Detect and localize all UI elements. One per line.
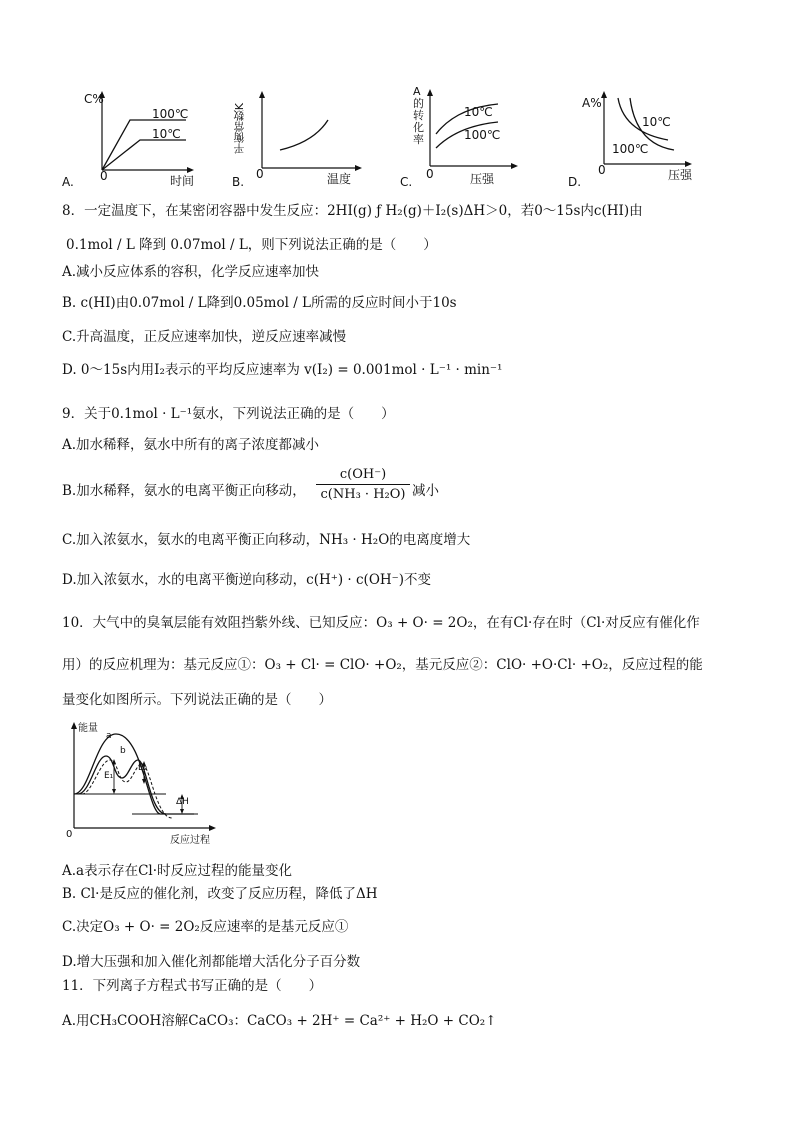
energy-ylabel: 能量: [78, 723, 98, 734]
energy-curve-a-label: a: [106, 731, 112, 741]
q9-option-c: C.加入浓氨水，氨水的电离平衡正向移动，NH₃ · H₂O的电离度增大: [62, 532, 471, 548]
graph-b-ylabel: 平衡常数K: [233, 103, 246, 155]
graph-c-curve2-label: 100℃: [464, 128, 501, 142]
graph-a-origin: 0: [100, 169, 108, 183]
graph-d-curve2-label: 100℃: [612, 142, 649, 156]
q10-option-a: A.a表示存在Cl·时反应过程的能量变化: [62, 863, 293, 879]
q9-fraction-denominator: c(NH₃ · H₂O): [320, 487, 406, 502]
energy-dh-label: ΔH: [176, 797, 189, 807]
q8-option-d: D. 0～15s内用I₂表示的平均反应速率为 v(I₂) = 0.001mol · L⁻¹ · min⁻¹: [62, 362, 503, 378]
q8-option-c: C.升高温度，正反应速率加快，逆反应速率减慢: [62, 329, 347, 345]
energy-e1-label: E₁: [104, 771, 114, 781]
q10-option-b: B. Cl·是反应的催化剂，改变了反应历程，降低了ΔH: [62, 886, 378, 902]
q9-option-b-text: B.加水稀释，氨水的电离平衡正向移动，: [62, 483, 306, 499]
q9-option-d: D.加入浓氨水，水的电离平衡逆向移动，c(H⁺) · c(OH⁻)不变: [62, 572, 432, 588]
graph-b-origin: 0: [256, 167, 264, 181]
graph-c-letter: C.: [400, 175, 413, 189]
q11-stem: 11．下列离子方程式书写正确的是（ ）: [62, 978, 323, 994]
q9-fraction-numerator: c(OH⁻): [339, 467, 387, 482]
graph-b-xlabel: 温度: [327, 172, 352, 186]
q9-option-a: A.加水稀释，氨水中所有的离子浓度都减小: [62, 437, 320, 453]
graph-a-letter: A.: [62, 175, 74, 189]
q9-option-b-fraction: [316, 466, 410, 503]
q10-stem-line2: 用）的反应机理为：基元反应①：O₃ + Cl· = ClO· +O₂，基元反应②：ClO· +O·Cl· +O₂，反应过程的能: [62, 657, 703, 673]
q9-option-b-suffix: 减小: [412, 483, 439, 499]
q10-stem-line3: 量变化如图所示。下列说法正确的是（ ）: [62, 692, 332, 708]
graph-a-ylabel: C%: [84, 92, 104, 106]
graph-c-origin: 0: [426, 167, 434, 181]
graph-d-origin: 0: [598, 163, 606, 177]
graph-c-xlabel: 压强: [470, 172, 495, 186]
energy-xlabel: 反应过程: [170, 835, 210, 846]
energy-diagram: [62, 716, 222, 846]
graph-c-ylabel: A的转化率: [413, 85, 424, 146]
q8-option-b: B. c(HI)由0.07mol / L降到0.05mol / L所需的反应时间小于10s: [62, 295, 457, 311]
graph-d-xlabel: 压强: [668, 168, 693, 182]
q11-option-a: A.用CH₃COOH溶解CaCO₃：CaCO₃ + 2H⁺ = Ca²⁺ + H₂O + CO₂↑: [62, 1013, 497, 1029]
energy-curve-b-label: b: [120, 746, 126, 756]
q10-stem-line1: 10．大气中的臭氧层能有效阻挡紫外线、已知反应：O₃ + O· = 2O₂，在有Cl·存在时（Cl·对反应有催化作: [62, 615, 700, 631]
graph-d-letter: D.: [568, 175, 582, 189]
graph-a-curve2-label: 10℃: [152, 127, 181, 141]
q10-option-d: D.增大压强和加入催化剂都能增大活化分子百分数: [62, 954, 361, 970]
graph-d-curve1-label: 10℃: [642, 115, 671, 129]
graph-a-xlabel: 时间: [170, 174, 195, 188]
q8-option-a: A.减小反应体系的容积，化学反应速率加快: [62, 264, 320, 280]
q9-fraction-bar: [316, 484, 410, 485]
q9-stem: 9．关于0.1mol · L⁻¹氨水，下列说法正确的是（ ）: [62, 406, 395, 422]
graph-a-curve1-label: 100℃: [152, 107, 189, 121]
q8-stem-line1: 8．一定温度下，在某密闭容器中发生反应：2HI(g) ƒ H₂(g)＋I₂(s)ΔH＞0，若0～15s内c(HI)由: [62, 203, 643, 219]
graph-c-curve1-label: 10℃: [464, 105, 493, 119]
graph-b-letter: B.: [232, 175, 245, 189]
graph-d-ylabel: A%: [582, 96, 602, 110]
q8-stem-line2: 0.1mol / L 降到 0.07mol / L，则下列说法正确的是（ ）: [66, 237, 437, 253]
q10-option-c: C.决定O₃ + O· = 2O₂反应速率的是基元反应①: [62, 919, 349, 935]
energy-origin: 0: [66, 829, 73, 840]
energy-e2-label: E₂: [138, 763, 148, 773]
